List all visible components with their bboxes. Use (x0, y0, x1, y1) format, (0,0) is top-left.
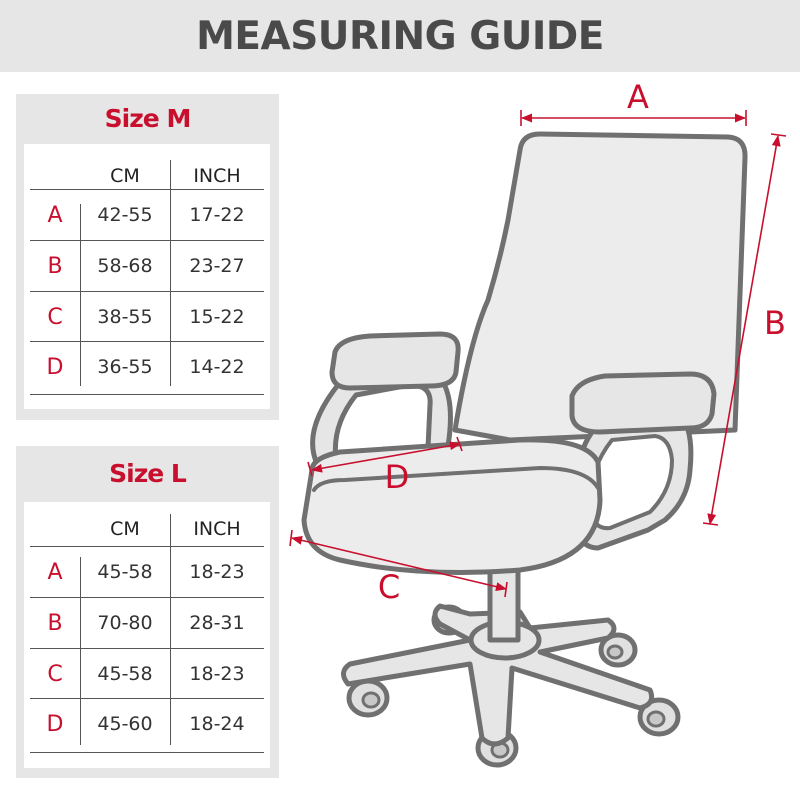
dimension-c-tick (290, 530, 292, 546)
cm-value: 36-55 (97, 356, 153, 378)
inch-value: 18-24 (189, 713, 245, 735)
column-header-cm: CM (110, 518, 140, 540)
cm-value: 42-55 (97, 204, 153, 226)
dimension-b-tick (771, 134, 786, 136)
inch-value: 15-22 (189, 306, 245, 328)
row-key: B (47, 610, 63, 636)
size-l-title: Size L (109, 459, 186, 488)
cm-value: 38-55 (97, 306, 153, 328)
row-key: C (47, 661, 63, 687)
dimension-d-label: D (384, 458, 410, 496)
dimension-a-label: A (627, 78, 649, 116)
size-l-card (24, 502, 270, 768)
table-row (30, 547, 264, 597)
page-title: MEASURING GUIDE (196, 13, 604, 59)
inch-value: 14-22 (189, 356, 245, 378)
size-l-panel (16, 446, 279, 778)
cm-value: 70-80 (97, 612, 153, 634)
cm-value: 45-58 (97, 561, 153, 583)
column-divider (170, 160, 171, 386)
table-divider (30, 752, 264, 753)
chair-diagram (285, 75, 800, 800)
column-divider (80, 557, 81, 745)
table-row (30, 241, 264, 291)
title-banner (0, 0, 800, 72)
row-key: D (46, 354, 64, 380)
cm-value: 58-68 (97, 255, 153, 277)
table-row (30, 292, 264, 342)
row-key: C (47, 304, 63, 330)
row-key: D (46, 711, 64, 737)
size-m-panel (16, 94, 279, 420)
column-header-cm: CM (110, 165, 140, 187)
row-key: B (47, 253, 63, 279)
size-m-card (24, 144, 270, 409)
inch-value: 18-23 (189, 663, 245, 685)
table-row (30, 342, 264, 392)
column-divider (80, 204, 81, 386)
table-row (30, 699, 264, 749)
seat-cushion (304, 440, 600, 573)
table-divider (30, 394, 264, 395)
table-row (30, 190, 264, 240)
table-row (30, 649, 264, 699)
cm-value: 45-60 (97, 713, 153, 735)
column-header-inch: INCH (193, 518, 241, 540)
inch-value: 18-23 (189, 561, 245, 583)
dimension-c-label: C (377, 568, 401, 606)
row-key: A (47, 559, 63, 585)
dimension-b-label: B (764, 304, 786, 342)
inch-value: 17-22 (189, 204, 245, 226)
row-key: A (47, 202, 63, 228)
column-divider (170, 514, 171, 745)
caster-wheel-icon (349, 681, 387, 715)
inch-value: 28-31 (189, 612, 245, 634)
size-m-title: Size M (104, 104, 191, 133)
inch-value: 23-27 (189, 255, 245, 277)
cm-value: 45-58 (97, 663, 153, 685)
dimension-b-tick (703, 523, 718, 525)
left-armrest-pad (332, 334, 458, 388)
column-header-inch: INCH (193, 165, 241, 187)
right-armrest-pad (572, 374, 714, 432)
table-row (30, 598, 264, 648)
